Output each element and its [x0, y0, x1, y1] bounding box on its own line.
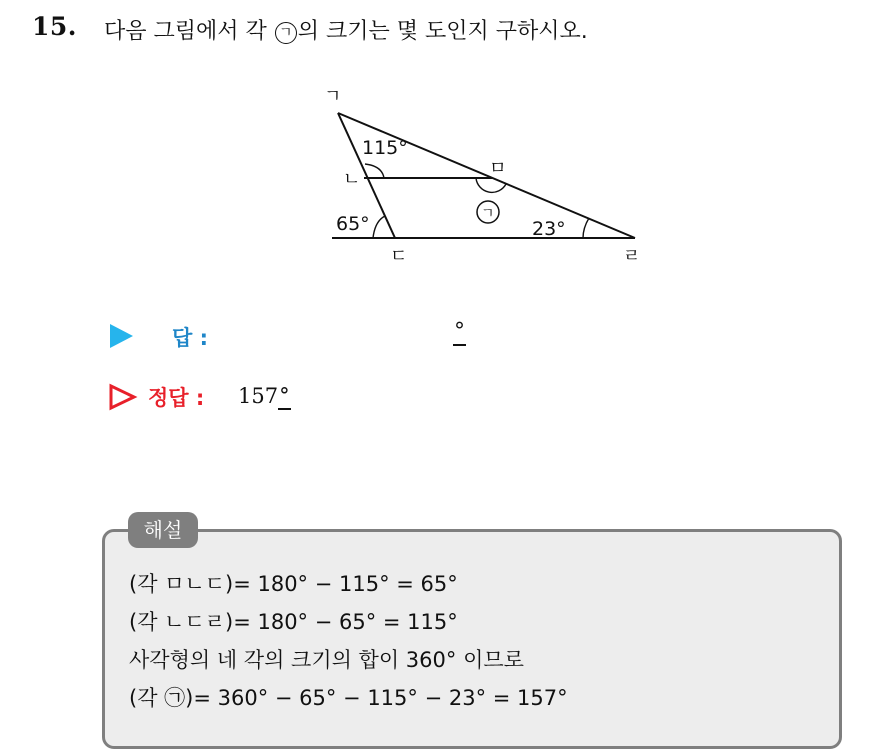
answer-row: [108, 320, 528, 354]
correct-answer-unit: °: [279, 384, 290, 408]
angle-arc-bottom-left: [373, 216, 385, 238]
angle-arc-right: [583, 218, 589, 238]
play-icon: [108, 322, 134, 350]
correct-answer-number: 157: [238, 384, 279, 408]
question-text: [104, 14, 588, 45]
solution-line-4: (각 ㉠)= 360° − 65° − 115° − 23° = 157°: [129, 686, 568, 710]
vertex-label-n: ㄴ: [343, 169, 361, 190]
vertex-label-g: ㄱ: [324, 86, 342, 107]
solution-line-2: (각 ㄴㄷㄹ)= 180° − 65° = 115°: [129, 610, 458, 634]
question-number: 15.: [32, 12, 77, 41]
solution-line-1: (각 ㅁㄴㄷ)= 180° − 115° = 65°: [129, 572, 458, 596]
angle-label-bottom-left: 65°: [336, 213, 370, 235]
vertex-label-d: ㄷ: [390, 246, 408, 267]
question-text-after: 의 크기는 몇 도인지 구하시오.: [297, 19, 588, 44]
unknown-angle-label: ㄱ: [481, 206, 495, 222]
circled-label-icon: ㄱ: [275, 22, 297, 44]
triangle-figure: [300, 80, 660, 270]
answer-label: 답 :: [172, 326, 208, 350]
correct-answer-value: [238, 384, 291, 408]
vertex-label-r: ㄹ: [623, 246, 641, 267]
outline-play-icon: [108, 383, 138, 411]
correct-answer-row: [108, 380, 528, 414]
solution-box: [102, 529, 842, 749]
angle-label-right: 23°: [532, 218, 566, 240]
angle-arc-unknown: [476, 178, 506, 192]
solution-line-3: 사각형의 네 각의 크기의 합이 360° 이므로: [129, 648, 524, 672]
answer-blank-field[interactable]: °: [454, 319, 465, 344]
solution-tab: 해설: [128, 512, 198, 548]
question-text-before: 다음 그림에서 각: [104, 19, 267, 44]
angle-label-top: 115°: [362, 137, 408, 159]
vertex-label-m: ㅁ: [489, 158, 507, 179]
angle-arc-top: [365, 164, 384, 178]
correct-answer-label: 정답 :: [148, 386, 205, 410]
